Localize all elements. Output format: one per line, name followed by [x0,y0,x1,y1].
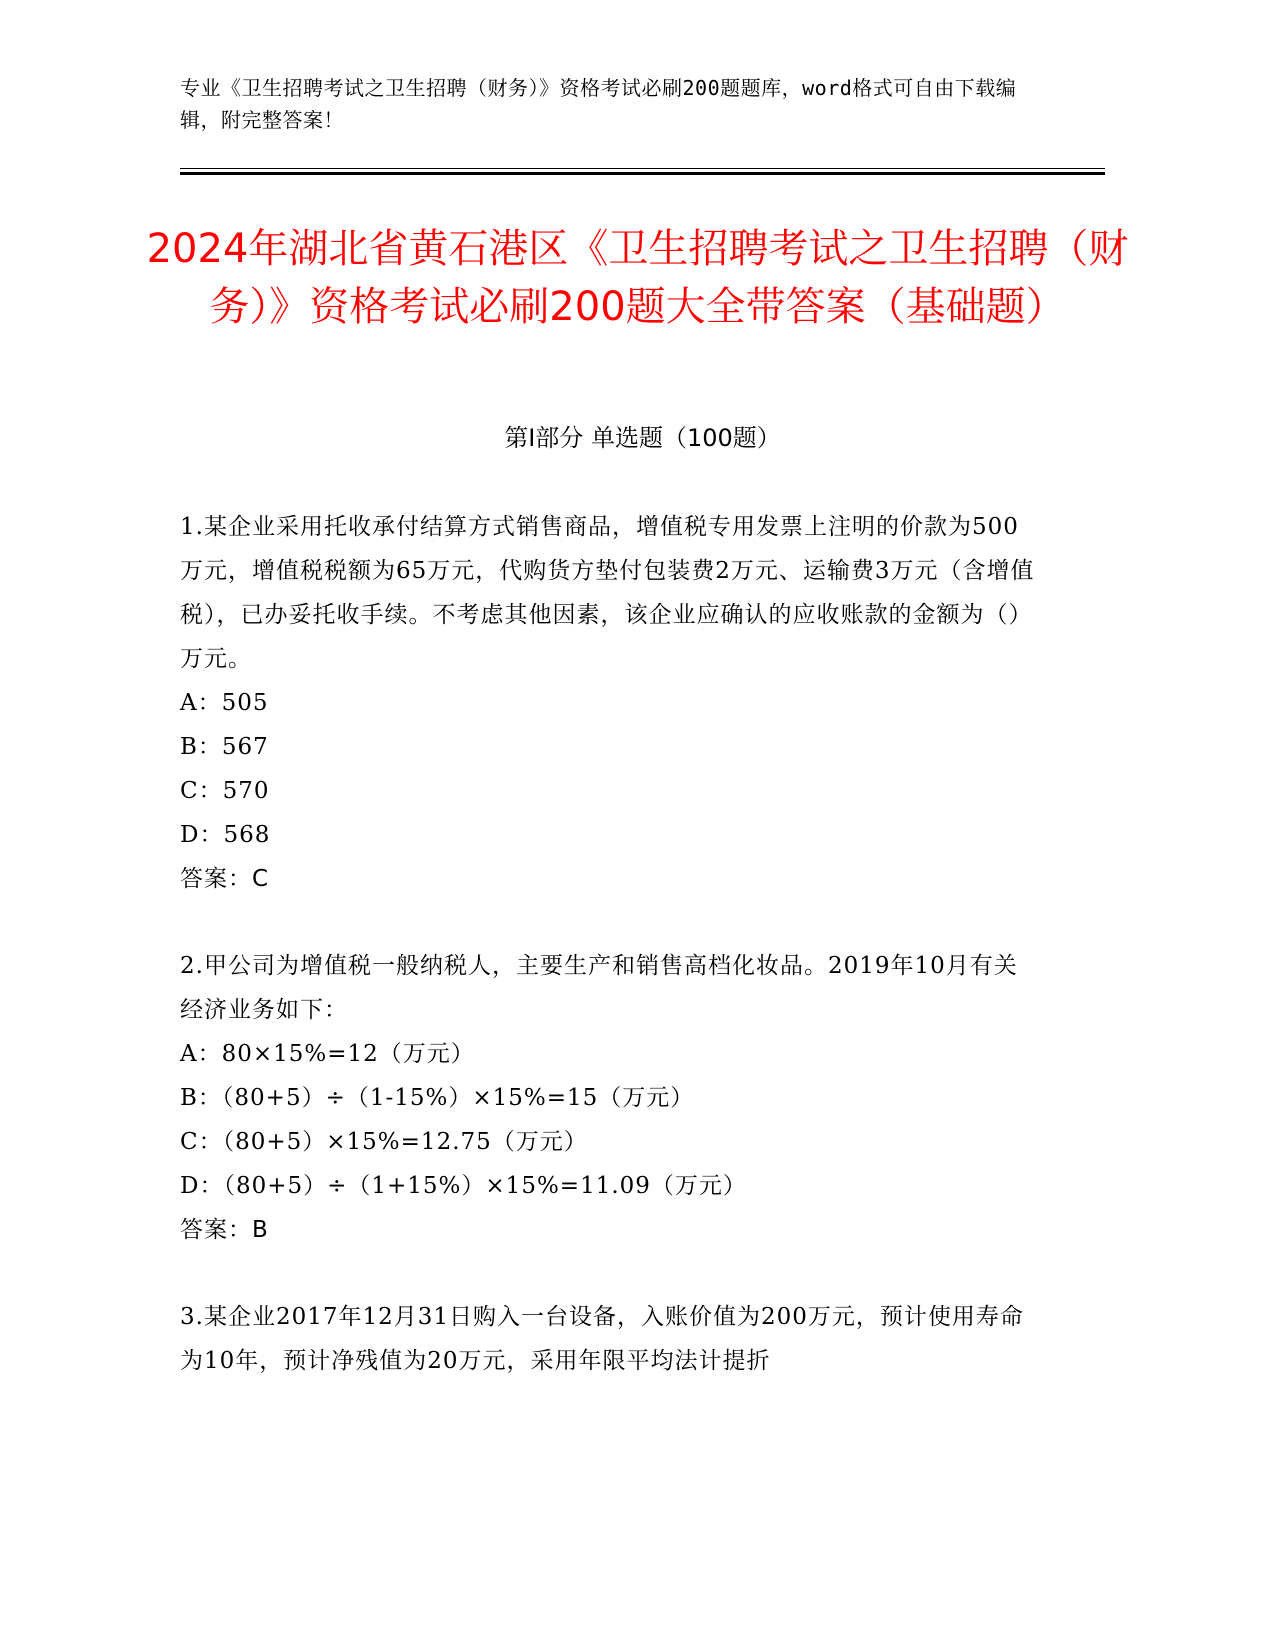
header-note: 专业《卫生招聘考试之卫生招聘（财务）》资格考试必刷200题题库，word格式可自由下载编辑，附完整答案！ [180,76,1017,132]
option-b: B：567 [180,734,269,760]
answer-line: 答案：B [180,1217,269,1243]
option-c: C：（80+5）×15%=12.75（万元） [180,1129,588,1155]
question-list [180,505,1035,1383]
section-heading: 第I部分 单选题（100题） [504,424,781,452]
document-title: 2024年湖北省黄石港区《卫生招聘考试之卫生招聘（财务）》资格考试必刷200题大全带答案（基础题） [146,226,1129,330]
header-divider-thick [180,172,1105,175]
question-spacer [180,901,1035,944]
answer-line: 答案：C [180,866,270,892]
question-3 [180,1295,1035,1383]
question-spacer [180,1252,1035,1295]
question-text: 2.甲公司为增值税一般纳税人，主要生产和销售高档化妆品。2019年10月有关经济业务如下： [180,953,1018,1023]
question-text: 1.某企业采用托收承付结算方式销售商品，增值税专用发票上注明的价款为500万元，增值税税额为65万元，代购货方垫付包装费2万元、运输费3万元（含增值税），已办妥托收手续。不考虑其他因素，该企业应确认的应收账款的金额为（）万元。 [180,514,1035,672]
option-d: D：（80+5）÷（1+15%）×15%=11.09（万元） [180,1173,747,1199]
option-a: A：505 [180,690,269,716]
option-b: B：（80+5）÷（1-15%）×15%=15（万元） [180,1085,695,1111]
question-1 [180,505,1035,901]
question-text: 3.某企业2017年12月31日购入一台设备，入账价值为200万元，预计使用寿命为10年，预计净残值为20万元，采用年限平均法计提折 [180,1304,1024,1374]
option-d: D：568 [180,822,271,848]
option-a: A：80×15%=12（万元） [180,1041,475,1067]
header-divider-thin [180,168,1105,169]
question-2 [180,944,1035,1252]
option-c: C：570 [180,778,270,804]
